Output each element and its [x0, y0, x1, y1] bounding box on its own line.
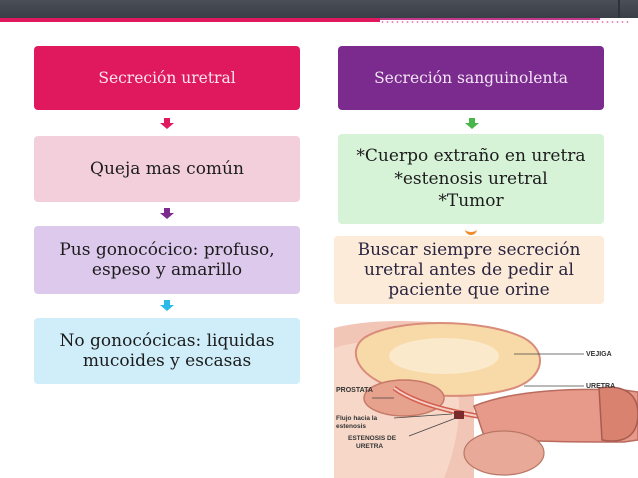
- box-causas: [338, 134, 604, 224]
- box-buscar-secrecion: [334, 236, 604, 304]
- label-estenosis-line2: URETRA: [356, 443, 384, 450]
- cause-estenosis: *estenosis uretral: [394, 168, 548, 189]
- box-buscar-text: Buscar siempre secreción uretral antes de pedir al paciente que orine: [357, 239, 581, 301]
- header-secrecion-sanguinolenta: [338, 46, 604, 110]
- label-uretra: URETRA: [586, 383, 616, 390]
- label-vejiga: VEJIGA: [586, 351, 612, 358]
- box-no-gonococicas-text: No gonocócicas: liquidas mucoides y escasas: [59, 330, 275, 371]
- down-arrow-icon: [160, 208, 174, 220]
- box-no-gonococicas: [34, 318, 300, 384]
- header-left-label: Secreción uretral: [98, 68, 236, 87]
- slide-top-bar: [0, 0, 638, 18]
- cause-cuerpo-extrano: *Cuerpo extraño en uretra: [356, 145, 586, 166]
- header-secrecion-uretral: [34, 46, 300, 110]
- box-queja-comun: [34, 136, 300, 202]
- label-estenosis-line1: ESTENOSIS DE: [348, 435, 397, 442]
- box-pus-gonococico: [34, 226, 300, 294]
- label-prostata: PROSTATA: [336, 387, 373, 394]
- anatomy-illustration: [334, 318, 638, 478]
- down-arrow-icon: [160, 300, 174, 312]
- top-bar-divider: [618, 0, 620, 18]
- box-queja-text: Queja mas común: [90, 158, 244, 179]
- box-pus-text: Pus gonocócico: profuso, espeso y amarillo: [59, 239, 275, 280]
- header-right-label: Secreción sanguinolenta: [374, 68, 568, 87]
- connector-mark: [465, 226, 477, 235]
- label-flujo-line1: Flujo hacia la: [336, 415, 378, 422]
- label-flujo-line2: estenosis: [336, 423, 366, 430]
- urethra-anatomy-diagram: [334, 318, 638, 478]
- down-arrow-icon: [160, 118, 174, 130]
- top-bar-accent-magenta: [0, 18, 380, 22]
- top-bar-dots: [380, 20, 630, 24]
- cause-tumor: *Tumor: [438, 191, 504, 212]
- down-arrow-icon: [465, 118, 479, 130]
